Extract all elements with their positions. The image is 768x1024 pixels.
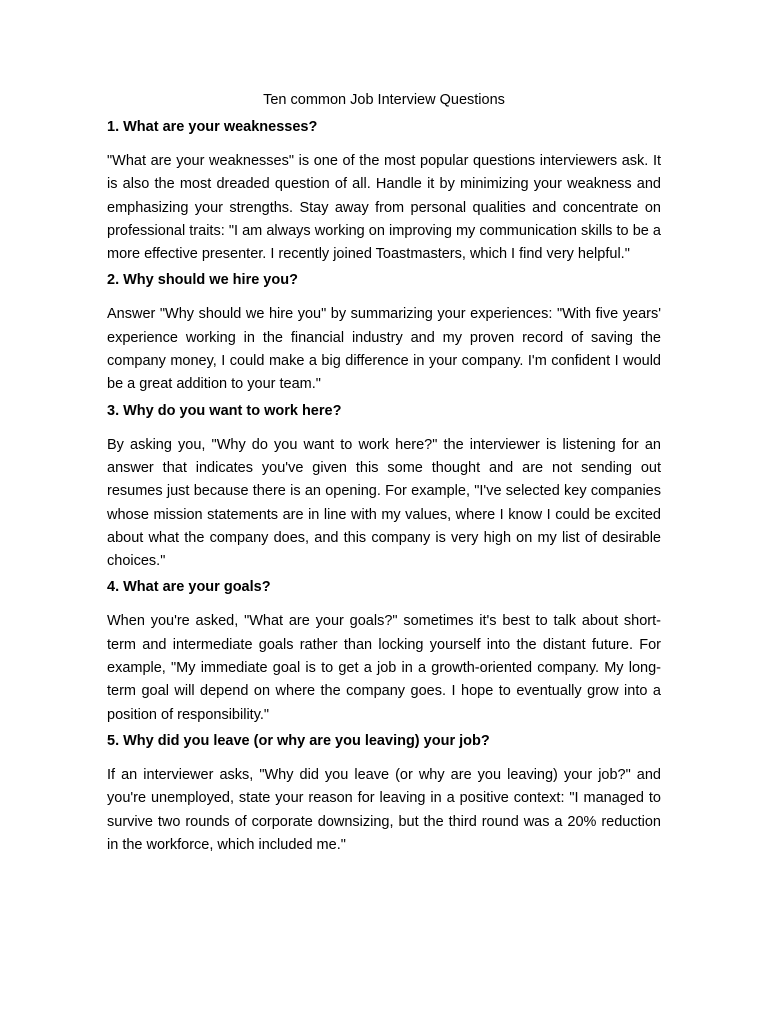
answer-paragraph: If an interviewer asks, "Why did you leave (or why are you leaving) your job?" and you're unemployed, state your reason for leaving in a positive context: "I managed to survive two rounds of corporate downsizing, but the third round was a 20% reduction in the workforce, which included me." (107, 766, 661, 853)
question-heading: 4. What are your goals? (107, 579, 271, 596)
answer-paragraph: Answer "Why should we hire you" by summarizing your experiences: "With five years' experience working in the financial industry and my proven record of saving the company money, I could make a big difference in your company. I'm confident I would be a great addition to your team." (107, 306, 661, 393)
question-section-2 (107, 270, 661, 396)
document-page (107, 90, 661, 861)
question-section-4 (107, 577, 661, 726)
question-heading: 5. Why did you leave (or why are you leaving) your job? (107, 732, 490, 749)
question-section-5 (107, 731, 661, 857)
question-section-3 (107, 401, 661, 574)
question-heading: 1. What are your weaknesses? (107, 119, 318, 135)
answer-paragraph: "What are your weaknesses" is one of the most popular questions interviewers ask. It is also the most dreaded question of all. Handle it by minimizing your weakness and emphasizing your strengths. Stay away from personal qualities and concentrate on professional traits: "I am always working on improving my communication skills to be a more effective presenter. I recently joined Toastmasters, which I find very helpful." (107, 153, 661, 263)
question-heading: 2. Why should we hire you? (107, 272, 298, 289)
answer-paragraph: When you're asked, "What are your goals?" sometimes it's best to talk about short-term and intermediate goals rather than locking yourself into the distant future. For example, "My immediate goal is to get a job in a growth-oriented company. My long-term goal will depend on where the company goes. I hope to eventually grow into a position of responsibility." (107, 613, 661, 723)
question-heading: 3. Why do you want to work here? (107, 402, 342, 419)
answer-paragraph: By asking you, "Why do you want to work here?" the interviewer is listening for an answer that indicates you've given this some thought and are not sending out resumes just because there is an opening. For example, "I've selected key companies whose mission statements are in line with my values, where I know I could be excited about what the company does, and this company is very high on my list of desirable choices." (107, 436, 661, 570)
question-section-1 (107, 117, 661, 266)
document-title: Ten common Job Interview Questions (263, 92, 505, 108)
